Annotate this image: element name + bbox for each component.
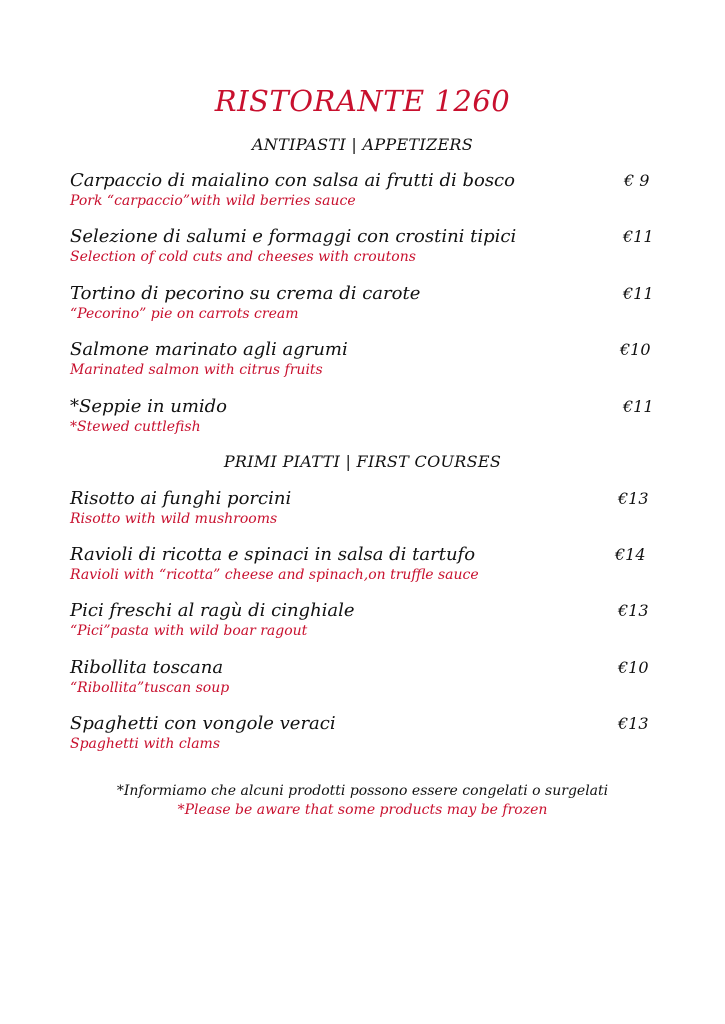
item-name-it: Salmone marinato agli agrumi xyxy=(70,339,348,360)
menu-item xyxy=(70,283,660,324)
item-name-en: *Stewed cuttlefish xyxy=(70,419,201,435)
item-price: €10 xyxy=(618,658,649,677)
item-name-it: Carpaccio di maialino con salsa ai frutti di bosco xyxy=(70,170,515,191)
item-price: €13 xyxy=(618,489,649,508)
menu-item xyxy=(70,339,660,380)
item-price: €13 xyxy=(618,714,649,733)
frozen-notice-en: *Please be aware that some products may be frozen xyxy=(177,802,548,818)
menu-item xyxy=(70,488,660,529)
item-name-en: “Ribollita”tuscan soup xyxy=(70,680,230,696)
menu-item xyxy=(70,226,660,267)
menu-item xyxy=(70,713,660,754)
item-name-it: Selezione di salumi e formaggi con crostini tipici xyxy=(70,226,517,247)
section-heading-primi-piatti: PRIMI PIATTI | FIRST COURSES xyxy=(223,452,502,471)
item-name-en: Risotto with wild mushrooms xyxy=(70,511,278,527)
menu-item xyxy=(70,544,660,585)
item-name-it: Pici freschi al ragù di cinghiale xyxy=(70,600,355,621)
item-name-it: Ribollita toscana xyxy=(70,657,224,678)
item-name-it: Risotto ai funghi porcini xyxy=(70,488,292,509)
item-price: €11 xyxy=(623,227,654,246)
item-price: € 9 xyxy=(624,171,650,190)
item-price: €11 xyxy=(623,397,654,416)
item-name-en: “Pecorino” pie on carrots cream xyxy=(70,306,299,322)
menu-item xyxy=(70,170,660,211)
item-name-it: Tortino di pecorino su crema di carote xyxy=(70,283,421,304)
item-name-en: Ravioli with “ricotta” cheese and spinach,on truffle sauce xyxy=(70,567,479,583)
frozen-notice-it: *Informiamo che alcuni prodotti possono essere congelati o surgelati xyxy=(116,783,609,799)
item-price: €10 xyxy=(620,340,651,359)
item-name-it: Spaghetti con vongole veraci xyxy=(70,713,336,734)
item-name-en: Spaghetti with clams xyxy=(70,736,221,752)
item-name-en: Pork “carpaccio”with wild berries sauce xyxy=(70,193,356,209)
menu-item xyxy=(70,657,660,698)
item-name-it: *Seppie in umido xyxy=(70,396,228,417)
item-name-en: Marinated salmon with citrus fruits xyxy=(70,362,323,378)
item-name-it: Ravioli di ricotta e spinaci in salsa di tartufo xyxy=(70,544,476,565)
item-name-en: “Pici”pasta with wild boar ragout xyxy=(70,623,308,639)
restaurant-title: RISTORANTE 1260 xyxy=(214,84,511,118)
menu-item xyxy=(70,396,660,437)
item-price: €14 xyxy=(615,545,646,564)
menu-item xyxy=(70,600,660,641)
item-name-en: Selection of cold cuts and cheeses with croutons xyxy=(70,249,416,265)
item-price: €11 xyxy=(623,284,654,303)
section-heading-antipasti: ANTIPASTI | APPETIZERS xyxy=(251,135,474,154)
item-price: €13 xyxy=(618,601,649,620)
